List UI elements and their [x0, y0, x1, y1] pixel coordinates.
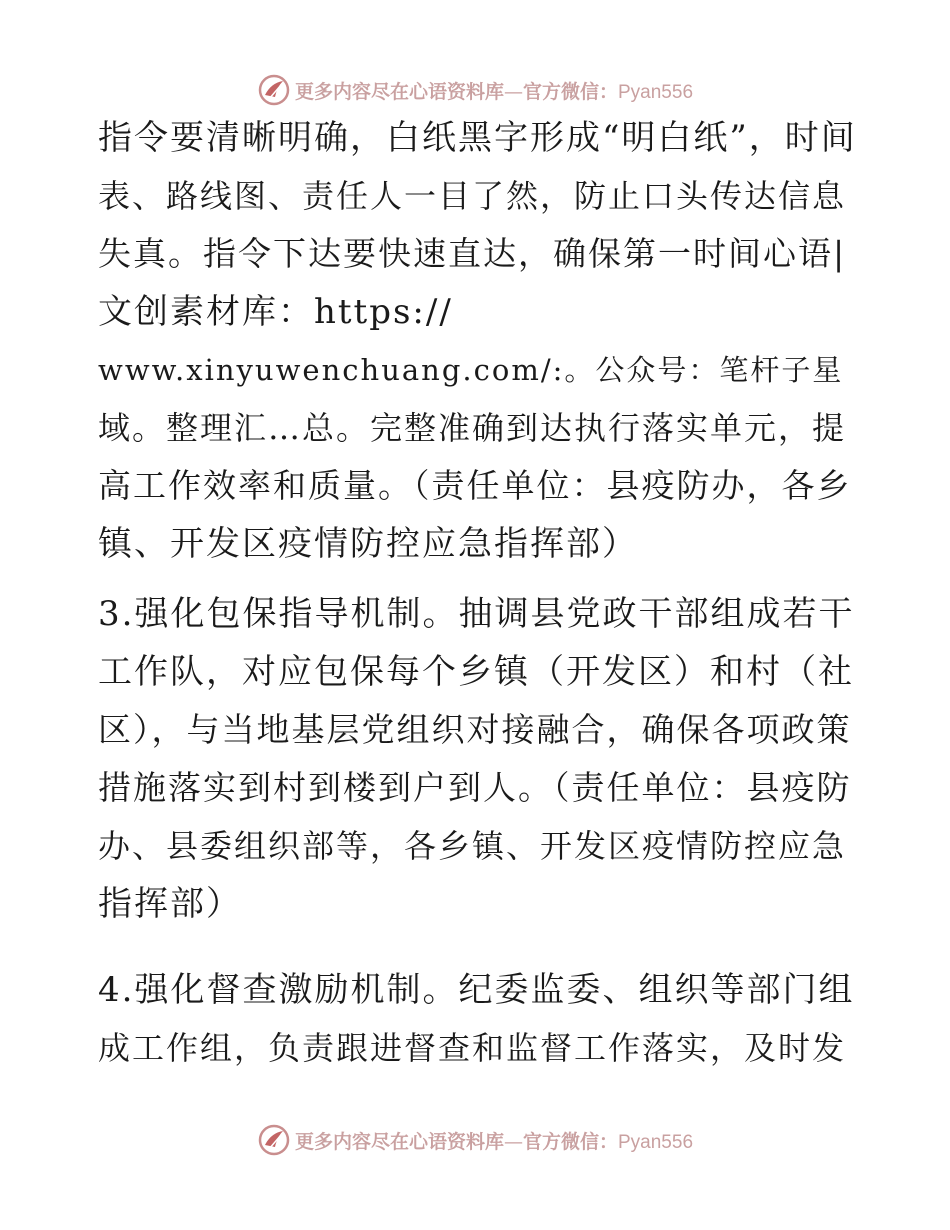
body-line: 高工作效率和质量。（责任单位：县疫防办，各乡 [98, 466, 852, 505]
brand-logo-icon [257, 1123, 291, 1157]
section-3-heading-line: 3.强化包保指导机制。抽调县党政干部组成若干 [98, 594, 855, 634]
footer-banner [0, 1120, 950, 1160]
header-banner [0, 70, 950, 110]
body-line: 措施落实到村到楼到户到人。（责任单位：县疫防 [98, 768, 852, 807]
body-line: 文创素材库：https:// [98, 292, 453, 332]
body-line: 工作队，对应包保每个乡镇（开发区）和村（社 [98, 652, 854, 692]
header-banner-text: 更多内容尽在心语资料库—官方微信：Pyan556 [294, 80, 694, 103]
body-line: 成工作组，负责跟进督查和监督工作落实，及时发 [98, 1029, 847, 1067]
body-line: www.xinyuwenchuang.com/:。公众号：笔杆子星 [98, 353, 844, 387]
body-line: 区），与当地基层党组织对接融合，确保各项政策 [98, 710, 852, 749]
body-line: 表、路线图、责任人一目了然，防止口头传达信息 [98, 177, 847, 215]
body-line: 镇、开发区疫情防控应急指挥部） [98, 524, 638, 564]
body-line: 指挥部） [98, 884, 242, 924]
body-line: 失真。指令下达要快速直达，确保第一时间心语| [98, 234, 847, 273]
body-line: 办、县委组织部等，各乡镇、开发区疫情防控应急 [98, 827, 847, 865]
footer-banner-text: 更多内容尽在心语资料库—官方微信：Pyan556 [294, 1130, 694, 1153]
body-line: 域。整理汇…总。完整准确到达执行落实单元，提 [98, 409, 847, 447]
body-line: 指令要清晰明确，白纸黑字形成“明白纸”，时间 [98, 118, 857, 158]
brand-logo-icon [257, 73, 291, 107]
section-4-heading-line: 4.强化督查激励机制。纪委监委、组织等部门组 [98, 970, 855, 1010]
